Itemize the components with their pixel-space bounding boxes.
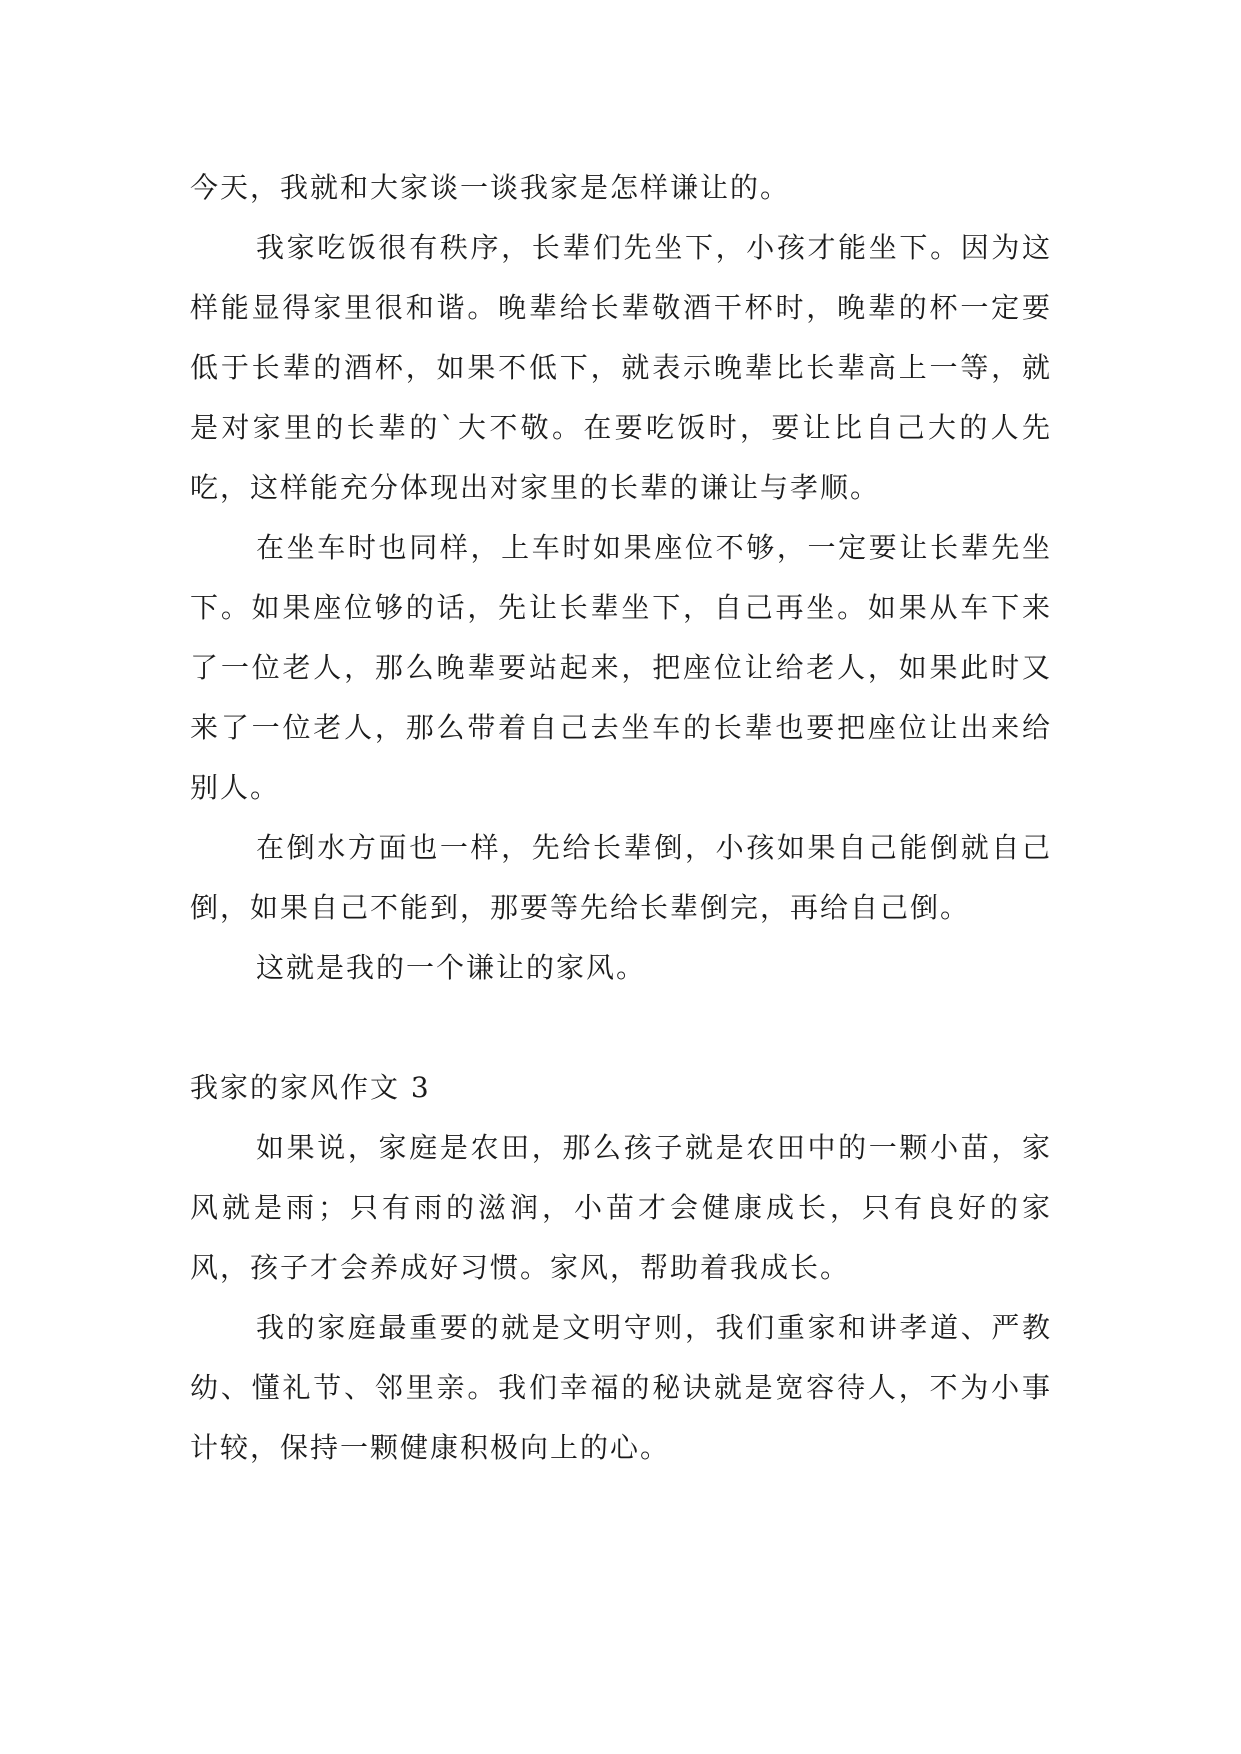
paragraph-5: 这就是我的一个谦让的家风。 <box>256 951 647 984</box>
paragraph-3: 在坐车时也同样，上车时如果座位不够，一定要让长辈先坐下。如果座位够的话，先让长辈坐下，自己再坐。如果从车下来了一位老人，那么晚辈要站起来，把座位让给老人，如果此时又来了一位老人，那么带着自己去坐车的长辈也要把座位让出来给别人。 <box>190 531 1052 804</box>
document-body <box>190 158 1052 1478</box>
paragraph-4: 在倒水方面也一样，先给长辈倒，小孩如果自己能倒就自己倒，如果自己不能到，那要等先给长辈倒完，再给自己倒。 <box>190 831 1052 924</box>
section-paragraph-2: 我的家庭最重要的就是文明守则，我们重家和讲孝道、严教幼、懂礼节、邻里亲。我们幸福的秘诀就是宽容待人，不为小事计较，保持一颗健康积极向上的心。 <box>190 1311 1052 1464</box>
section-paragraph-1: 如果说，家庭是农田，那么孩子就是农田中的一颗小苗，家风就是雨；只有雨的滋润，小苗才会健康成长，只有良好的家风，孩子才会养成好习惯。家风，帮助着我成长。 <box>190 1131 1052 1284</box>
paragraph-2: 我家吃饭很有秩序，长辈们先坐下，小孩才能坐下。因为这样能显得家里很和谐。晚辈给长辈敬酒干杯时，晚辈的杯一定要低于长辈的酒杯，如果不低下，就表示晚辈比长辈高上一等，就是对家里的长辈的`大不敬。在要吃饭时，要让比自己大的人先吃，这样能充分体现出对家里的长辈的谦让与孝顺。 <box>190 231 1052 504</box>
section-title: 我家的家风作文 3 <box>190 1071 431 1104</box>
paragraph-1: 今天，我就和大家谈一谈我家是怎样谦让的。 <box>190 171 791 204</box>
